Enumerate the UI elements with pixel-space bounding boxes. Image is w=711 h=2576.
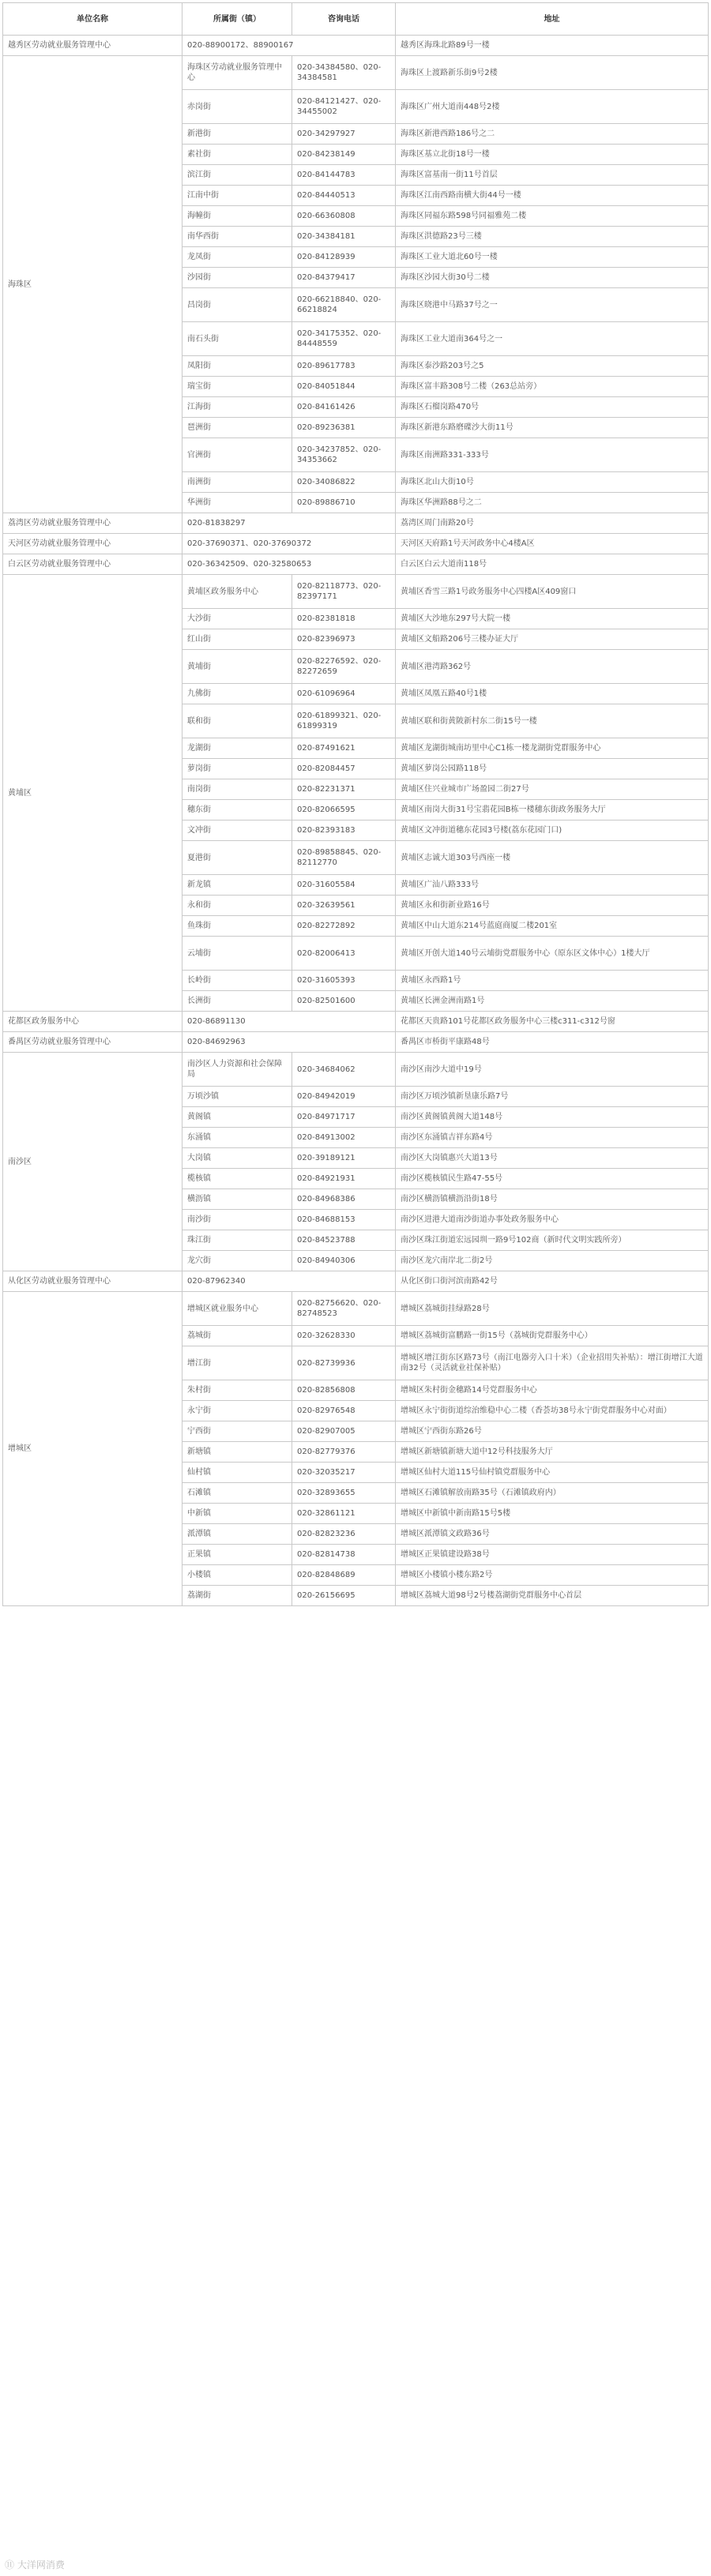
address-cell: 荔湾区周门南路20号 — [396, 513, 709, 534]
table-row — [3, 1292, 709, 1326]
address-cell: 海珠区同福东路598号同福雅苑二楼 — [396, 206, 709, 227]
street-cell: 中新镇 — [182, 1504, 292, 1524]
address-cell: 海珠区泰沙路203号之5 — [396, 356, 709, 377]
phone-cell: 020-82976548 — [292, 1401, 396, 1421]
street-cell: 新龙镇 — [182, 875, 292, 896]
address-cell: 黄埔区永和街新业路16号 — [396, 896, 709, 916]
phone-cell: 020-84051844 — [292, 377, 396, 397]
address-cell: 海珠区广州大道南448号2楼 — [396, 90, 709, 124]
address-cell: 黄埔区志诚大道303号西座一楼 — [396, 841, 709, 875]
street-cell: 南沙区人力资源和社会保障局 — [182, 1053, 292, 1087]
phone-cell: 020-82779376 — [292, 1442, 396, 1463]
unit-name-cell: 天河区劳动就业服务管理中心 — [3, 534, 182, 554]
street-cell: 南沙街 — [182, 1210, 292, 1230]
table-row — [3, 36, 709, 56]
address-cell: 黄埔区文船路206号三楼办证大厅 — [396, 629, 709, 650]
address-cell: 增城区正果镇建设路38号 — [396, 1545, 709, 1565]
street-cell: 石滩镇 — [182, 1483, 292, 1504]
street-cell: 赤岗街 — [182, 90, 292, 124]
address-cell: 南沙区珠江街道宏远园圳一路9号102商（新时代文明实践所旁） — [396, 1230, 709, 1251]
phone-cell: 020-84523788 — [292, 1230, 396, 1251]
address-cell: 黄埔区大沙地东297号大院一楼 — [396, 609, 709, 629]
street-cell: 九佛街 — [182, 684, 292, 704]
street-cell: 云埔街 — [182, 937, 292, 971]
street-cell: 珠江街 — [182, 1230, 292, 1251]
header-address: 地址 — [396, 3, 709, 36]
phone-cell: 020-26156695 — [292, 1586, 396, 1606]
table-row — [3, 1032, 709, 1053]
address-cell: 海珠区沙园大街30号二楼 — [396, 268, 709, 288]
street-cell: 联和街 — [182, 704, 292, 738]
address-cell: 南沙区万顷沙镇新垦康乐路7号 — [396, 1087, 709, 1107]
address-cell: 从化区街口街河滨南路42号 — [396, 1271, 709, 1292]
table-row — [3, 575, 709, 609]
address-cell: 海珠区新港西路186号之二 — [396, 124, 709, 145]
street-cell: 东涌镇 — [182, 1128, 292, 1148]
address-cell: 海珠区江南西路南横大街44号一楼 — [396, 186, 709, 206]
street-cell: 鱼珠街 — [182, 916, 292, 937]
phone-cell: 020-82814738 — [292, 1545, 396, 1565]
street-cell: 凤阳街 — [182, 356, 292, 377]
street-cell: 正果镇 — [182, 1545, 292, 1565]
unit-name-cell: 荔湾区劳动就业服务管理中心 — [3, 513, 182, 534]
table-body — [3, 36, 709, 1606]
street-cell: 榄核镇 — [182, 1169, 292, 1189]
phone-cell: 020-34237852、020-34353662 — [292, 438, 396, 472]
phone-cell: 020-61096964 — [292, 684, 396, 704]
address-cell: 黄埔区龙湖街城南坊里中心C1栋一楼龙湖街党群服务中心 — [396, 738, 709, 759]
table-row — [3, 1271, 709, 1292]
address-cell: 海珠区工业大道南364号之一 — [396, 322, 709, 356]
street-cell: 文冲街 — [182, 820, 292, 841]
address-cell: 增城区增江街东区路73号（南江电器旁入口十米）（企业招用失补贴）：增江街增江大道南32号（灵活就业社保补贴） — [396, 1346, 709, 1380]
street-cell: 增江街 — [182, 1346, 292, 1380]
phone-cell: 020-84942019 — [292, 1087, 396, 1107]
phone-cell: 020-89617783 — [292, 356, 396, 377]
header-street: 所属街（镇） — [182, 3, 292, 36]
phone-cell: 020-88900172、88900167 — [182, 36, 396, 56]
phone-cell: 020-31605584 — [292, 875, 396, 896]
phone-cell: 020-32893655 — [292, 1483, 396, 1504]
street-cell: 海珠区劳动就业服务管理中心 — [182, 56, 292, 90]
address-cell: 海珠区基立北街18号一楼 — [396, 145, 709, 165]
address-cell: 海珠区北山大街10号 — [396, 472, 709, 493]
phone-cell: 020-37690371、020-37690372 — [182, 534, 396, 554]
unit-name-cell: 花都区政务服务中心 — [3, 1012, 182, 1032]
phone-cell: 020-82823236 — [292, 1524, 396, 1545]
phone-cell: 020-84440513 — [292, 186, 396, 206]
phone-cell: 020-61899321、020-61899319 — [292, 704, 396, 738]
phone-cell: 020-87962340 — [182, 1271, 396, 1292]
table-row — [3, 1012, 709, 1032]
address-cell: 增城区派潭镇文政路36号 — [396, 1524, 709, 1545]
table-row — [3, 554, 709, 575]
street-cell: 南石头街 — [182, 322, 292, 356]
street-cell: 华洲街 — [182, 493, 292, 513]
address-cell: 增城区荔城街挂绿路28号 — [396, 1292, 709, 1326]
street-cell: 新港街 — [182, 124, 292, 145]
phone-cell: 020-84238149 — [292, 145, 396, 165]
phone-cell: 020-82907005 — [292, 1421, 396, 1442]
street-cell: 小楼镇 — [182, 1565, 292, 1586]
street-cell: 长岭街 — [182, 971, 292, 991]
watermark: ⑪ 大洋网消费 — [5, 2559, 65, 2570]
street-cell: 宁西街 — [182, 1421, 292, 1442]
address-cell: 南沙区东涌镇吉祥东路4号 — [396, 1128, 709, 1148]
street-cell: 瑞宝街 — [182, 377, 292, 397]
phone-cell: 020-84128939 — [292, 247, 396, 268]
unit-name-cell: 从化区劳动就业服务管理中心 — [3, 1271, 182, 1292]
phone-cell: 020-84144783 — [292, 165, 396, 186]
street-cell: 南洲街 — [182, 472, 292, 493]
address-cell: 南沙区进港大道南沙街道办事处政务服务中心 — [396, 1210, 709, 1230]
street-cell: 黄埔街 — [182, 650, 292, 684]
phone-cell: 020-82276592、020-82272659 — [292, 650, 396, 684]
phone-cell: 020-82396973 — [292, 629, 396, 650]
street-cell: 永和街 — [182, 896, 292, 916]
phone-cell: 020-82231371 — [292, 779, 396, 800]
phone-cell: 020-34384580、020-34384581 — [292, 56, 396, 90]
table-row — [3, 534, 709, 554]
address-cell: 黄埔区住兴业城市广场盈园二街27号 — [396, 779, 709, 800]
phone-cell: 020-32639561 — [292, 896, 396, 916]
address-cell: 增城区仙村大道115号仙村镇党群服务中心 — [396, 1463, 709, 1483]
address-cell: 海珠区华洲路88号之二 — [396, 493, 709, 513]
phone-cell: 020-82501600 — [292, 991, 396, 1012]
street-cell: 新塘镇 — [182, 1442, 292, 1463]
phone-cell: 020-84940306 — [292, 1251, 396, 1271]
phone-cell: 020-34086822 — [292, 472, 396, 493]
street-cell: 江南中街 — [182, 186, 292, 206]
phone-cell: 020-89858845、020-82112770 — [292, 841, 396, 875]
phone-cell: 020-86891130 — [182, 1012, 396, 1032]
phone-cell: 020-32628330 — [292, 1326, 396, 1346]
phone-cell: 020-82084457 — [292, 759, 396, 779]
address-cell: 黄埔区香雪三路1号政务服务中心四楼A区409窗口 — [396, 575, 709, 609]
street-cell: 荔城街 — [182, 1326, 292, 1346]
unit-name-cell: 白云区劳动就业服务管理中心 — [3, 554, 182, 575]
phone-cell: 020-66360808 — [292, 206, 396, 227]
street-cell: 南华西街 — [182, 227, 292, 247]
street-cell: 增城区就业服务中心 — [182, 1292, 292, 1326]
phone-cell: 020-84692963 — [182, 1032, 396, 1053]
street-cell: 昌岗街 — [182, 288, 292, 322]
address-cell: 黄埔区开创大道140号云埔街党群服务中心（原东区文体中心）1楼大厅 — [396, 937, 709, 971]
street-cell: 夏港街 — [182, 841, 292, 875]
phone-cell: 020-32035217 — [292, 1463, 396, 1483]
street-cell: 黄阁镇 — [182, 1107, 292, 1128]
address-cell: 增城区小楼镇小楼东路2号 — [396, 1565, 709, 1586]
phone-cell: 020-82739936 — [292, 1346, 396, 1380]
address-cell: 南沙区榄核镇民生路47-55号 — [396, 1169, 709, 1189]
phone-cell: 020-82856808 — [292, 1380, 396, 1401]
unit-name-cell: 增城区 — [3, 1292, 182, 1606]
street-cell: 黄埔区政务服务中心 — [182, 575, 292, 609]
header-unit: 单位名称 — [3, 3, 182, 36]
phone-cell: 020-82118773、020-82397171 — [292, 575, 396, 609]
phone-cell: 020-84921931 — [292, 1169, 396, 1189]
street-cell: 派潭镇 — [182, 1524, 292, 1545]
table-row — [3, 513, 709, 534]
phone-cell: 020-82756620、020-82748523 — [292, 1292, 396, 1326]
phone-cell: 020-82393183 — [292, 820, 396, 841]
address-cell: 增城区宁西街东路26号 — [396, 1421, 709, 1442]
street-cell: 龙凤街 — [182, 247, 292, 268]
address-cell: 增城区中新镇中新南路15号5楼 — [396, 1504, 709, 1524]
phone-cell: 020-82066595 — [292, 800, 396, 820]
unit-name-cell: 海珠区 — [3, 56, 182, 513]
address-cell: 白云区白云大道南118号 — [396, 554, 709, 575]
street-cell: 龙湖街 — [182, 738, 292, 759]
street-cell: 仙村镇 — [182, 1463, 292, 1483]
street-cell: 萝岗街 — [182, 759, 292, 779]
address-cell: 番禺区市桥街平康路48号 — [396, 1032, 709, 1053]
street-cell: 南岗街 — [182, 779, 292, 800]
address-cell: 增城区新塘镇新塘大道中12号科技服务大厅 — [396, 1442, 709, 1463]
phone-cell: 020-84161426 — [292, 397, 396, 418]
street-cell: 沙园街 — [182, 268, 292, 288]
address-cell: 海珠区工业大道北60号一楼 — [396, 247, 709, 268]
phone-cell: 020-84121427、020-34455002 — [292, 90, 396, 124]
address-cell: 天河区天府路1号天河政务中心4楼A区 — [396, 534, 709, 554]
phone-cell: 020-32861121 — [292, 1504, 396, 1524]
address-cell: 黄埔区长洲金洲南路1号 — [396, 991, 709, 1012]
phone-cell: 020-87491621 — [292, 738, 396, 759]
street-cell: 龙穴街 — [182, 1251, 292, 1271]
phone-cell: 020-84968386 — [292, 1189, 396, 1210]
street-cell: 素社街 — [182, 145, 292, 165]
header-phone: 咨询电话 — [292, 3, 396, 36]
phone-cell: 020-82848689 — [292, 1565, 396, 1586]
address-cell: 增城区荔城街富鹏路一街15号（荔城街党群服务中心） — [396, 1326, 709, 1346]
unit-name-cell: 黄埔区 — [3, 575, 182, 1012]
street-cell: 长洲街 — [182, 991, 292, 1012]
phone-cell: 020-34684062 — [292, 1053, 396, 1087]
phone-cell: 020-81838297 — [182, 513, 396, 534]
unit-name-cell: 南沙区 — [3, 1053, 182, 1271]
street-cell: 江海街 — [182, 397, 292, 418]
address-cell: 增城区荔城大道98号2号楼荔湖街党群服务中心首层 — [396, 1586, 709, 1606]
phone-cell: 020-84971717 — [292, 1107, 396, 1128]
unit-name-cell: 越秀区劳动就业服务管理中心 — [3, 36, 182, 56]
street-cell: 琶洲街 — [182, 418, 292, 438]
phone-cell: 020-34297927 — [292, 124, 396, 145]
phone-cell: 020-34384181 — [292, 227, 396, 247]
phone-cell: 020-84379417 — [292, 268, 396, 288]
address-cell: 增城区朱村街金穗路14号党群服务中心 — [396, 1380, 709, 1401]
phone-cell: 020-36342509、020-32580653 — [182, 554, 396, 575]
phone-cell: 020-82381818 — [292, 609, 396, 629]
phone-cell: 020-82006413 — [292, 937, 396, 971]
address-cell: 海珠区石榴岗路470号 — [396, 397, 709, 418]
address-cell: 黄埔区中山大道东214号蓝庭商厦二楼201室 — [396, 916, 709, 937]
table-row — [3, 1053, 709, 1087]
street-cell: 大沙街 — [182, 609, 292, 629]
phone-cell: 020-84913002 — [292, 1128, 396, 1148]
address-cell: 黄埔区广汕八路333号 — [396, 875, 709, 896]
phone-cell: 020-34175352、020-84448559 — [292, 322, 396, 356]
address-cell: 南沙区南沙大道中19号 — [396, 1053, 709, 1087]
address-cell: 南沙区黄阁镇黄阁大道148号 — [396, 1107, 709, 1128]
phone-cell: 020-66218840、020-66218824 — [292, 288, 396, 322]
table-header-row — [3, 3, 709, 36]
address-cell: 海珠区新港东路磨碟沙大街11号 — [396, 418, 709, 438]
phone-cell: 020-89236381 — [292, 418, 396, 438]
address-cell: 南沙区龙穴南岸北二街2号 — [396, 1251, 709, 1271]
address-cell: 黄埔区文冲街道穗东花园3号楼(荔东花园门口) — [396, 820, 709, 841]
street-cell: 海幢街 — [182, 206, 292, 227]
phone-cell: 020-84688153 — [292, 1210, 396, 1230]
street-cell: 官洲街 — [182, 438, 292, 472]
street-cell: 红山街 — [182, 629, 292, 650]
address-cell: 黄埔区萝岗公园路118号 — [396, 759, 709, 779]
street-cell: 万顷沙镇 — [182, 1087, 292, 1107]
address-cell: 越秀区海珠北路89号一楼 — [396, 36, 709, 56]
address-cell: 黄埔区南岗大街31号宝翡花园B栋一楼穗东街政务服务大厅 — [396, 800, 709, 820]
street-cell: 荔湖街 — [182, 1586, 292, 1606]
table-row — [3, 56, 709, 90]
address-cell: 南沙区大岗镇惠兴大道13号 — [396, 1148, 709, 1169]
address-cell: 海珠区洪德路23号三楼 — [396, 227, 709, 247]
address-cell: 黄埔区联和街黄陂新村东二街15号一楼 — [396, 704, 709, 738]
phone-cell: 020-39189121 — [292, 1148, 396, 1169]
phone-cell: 020-31605393 — [292, 971, 396, 991]
phone-cell: 020-82272892 — [292, 916, 396, 937]
street-cell: 穗东街 — [182, 800, 292, 820]
service-center-table — [2, 2, 709, 1606]
address-cell: 南沙区横沥镇横沥沿街18号 — [396, 1189, 709, 1210]
address-cell: 黄埔区凤凰五路40号1楼 — [396, 684, 709, 704]
street-cell: 大岗镇 — [182, 1148, 292, 1169]
address-cell: 增城区石滩镇解放南路35号（石滩镇政府内） — [396, 1483, 709, 1504]
phone-cell: 020-89886710 — [292, 493, 396, 513]
address-cell: 海珠区南洲路331-333号 — [396, 438, 709, 472]
unit-name-cell: 番禺区劳动就业服务管理中心 — [3, 1032, 182, 1053]
address-cell: 海珠区富基南一街11号首层 — [396, 165, 709, 186]
street-cell: 滨江街 — [182, 165, 292, 186]
street-cell: 永宁街 — [182, 1401, 292, 1421]
address-cell: 黄埔区港湾路362号 — [396, 650, 709, 684]
address-cell: 海珠区富丰路308号二楼（263总站旁） — [396, 377, 709, 397]
address-cell: 海珠区上渡路新乐街9号2楼 — [396, 56, 709, 90]
street-cell: 横沥镇 — [182, 1189, 292, 1210]
address-cell: 花都区天贵路101号花都区政务服务中心三楼c311-c312号窗 — [396, 1012, 709, 1032]
street-cell: 朱村街 — [182, 1380, 292, 1401]
address-cell: 黄埔区永西路1号 — [396, 971, 709, 991]
address-cell: 增城区永宁街街道综治维稳中心二楼（香荟坊38号永宁街党群服务中心对面） — [396, 1401, 709, 1421]
address-cell: 海珠区晓港中马路37号之一 — [396, 288, 709, 322]
